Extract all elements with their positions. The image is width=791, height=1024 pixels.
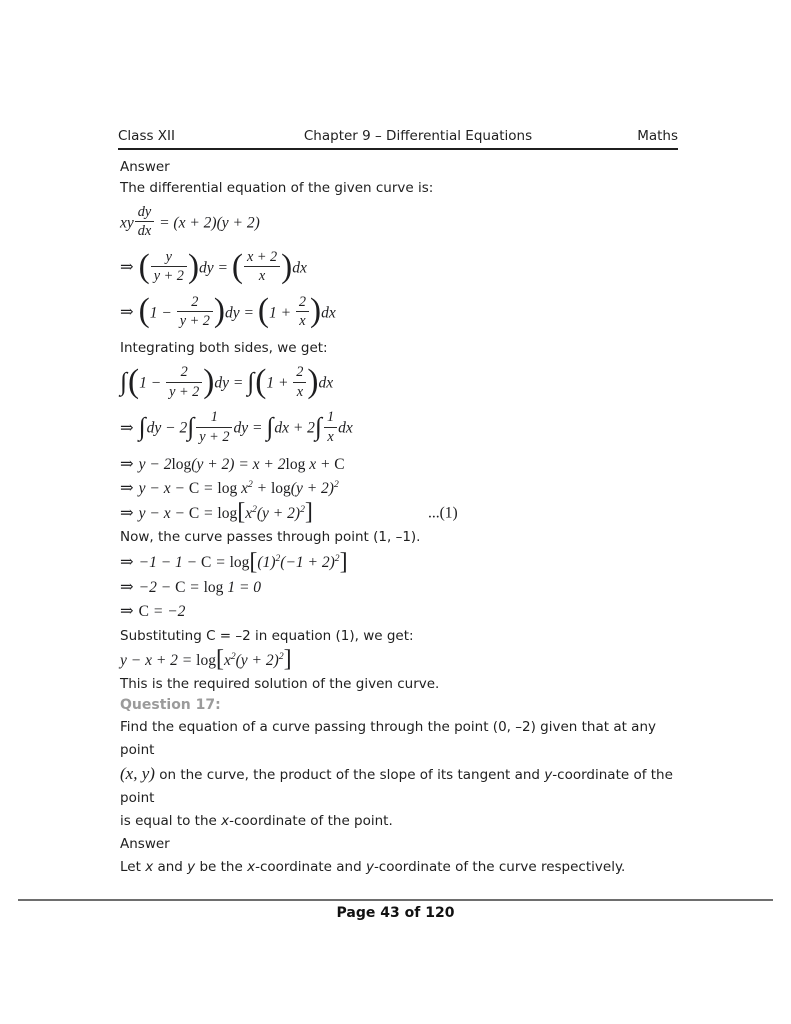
q17-line-3: is equal to the x-coordinate of the point. <box>120 813 393 830</box>
passes-through-line: Now, the curve passes through point (1, –1). <box>120 529 421 546</box>
equation-8 <box>120 499 680 526</box>
equation-9: ⇒ $-1 - 1 - C = \log[(1)^2(-1 + 2)^2]$ <box>120 548 348 575</box>
substituting-line: Substituting C = –2 in equation (1), we get: <box>120 627 414 644</box>
page-content <box>120 157 680 879</box>
equation-11: ⇒ C = −2 <box>120 602 186 621</box>
equation-number-tag: ...(1) <box>428 504 458 522</box>
q17-line-2 <box>120 762 680 810</box>
q17-line-1: Find the equation of a curve passing through the point (0, –2) given that at any point <box>120 719 656 759</box>
equation-1: xy $\frac{dy}{dx}$ = (x + 2)(y + 2) <box>120 204 260 240</box>
integrating-line: Integrating both sides, we get: <box>120 340 328 357</box>
answer-label: Answer <box>120 159 170 175</box>
question-17-heading: Question 17: <box>120 697 221 714</box>
q17-let-line: Let x and y be the x-coordinate and y-coordinate of the curve respectively. <box>120 859 626 876</box>
equation-4: ∫(1 − $\frac{2}{y + 2}$ )dy = ∫(1 + $\frac{2}{x}$ )dx <box>120 363 334 401</box>
page-number: Page 43 of 120 <box>336 905 455 921</box>
page-header <box>118 128 678 150</box>
equation-7: ⇒ $y - x - C = \log x^2 + \log(y + 2)^2$ <box>120 479 339 498</box>
equation-5: ⇒ ∫dy − 2∫ $\frac{1}{y + 2}$ dy = ∫dx + 2∫ $\frac{1}{x}$ dx <box>120 409 353 445</box>
header-class-label: Class XII <box>118 128 176 144</box>
intro-line: The differential equation of the given curve is: <box>120 180 434 196</box>
footer-divider <box>18 899 773 901</box>
equation-2: ⇒ ( $\frac{y}{y + 2}$ )dy = ( $\frac{x + 2}{x}$ )dx <box>120 247 307 285</box>
q17-line-2-text: on the curve, the product of the slope of its tangent and y-coordinate of the point <box>120 767 673 807</box>
equation-8-body: ⇒ $y - x - C = \log[x^2(y + 2)^2]$ <box>120 499 313 526</box>
required-solution-line: This is the required solution of the given curve. <box>120 676 440 693</box>
equation-10: ⇒ −2 − C = log 1 = 0 <box>120 577 262 596</box>
header-chapter-title: Chapter 9 – Differential Equations <box>303 128 533 144</box>
equation-3: ⇒ (1 − $\frac{2}{y + 2}$ )dy = (1 + $\frac{2}{x}$ )dx <box>120 292 336 330</box>
equation-12: $y - x + 2 = \log[x^2(y + 2)^2]$ <box>120 646 292 673</box>
equation-6: ⇒ y − 2log(y + 2) = x + 2log x + C <box>120 454 345 473</box>
inline-math-xy: (x, y) <box>120 764 155 784</box>
q17-answer-label: Answer <box>120 836 170 853</box>
header-subject-label: Maths <box>637 128 678 144</box>
